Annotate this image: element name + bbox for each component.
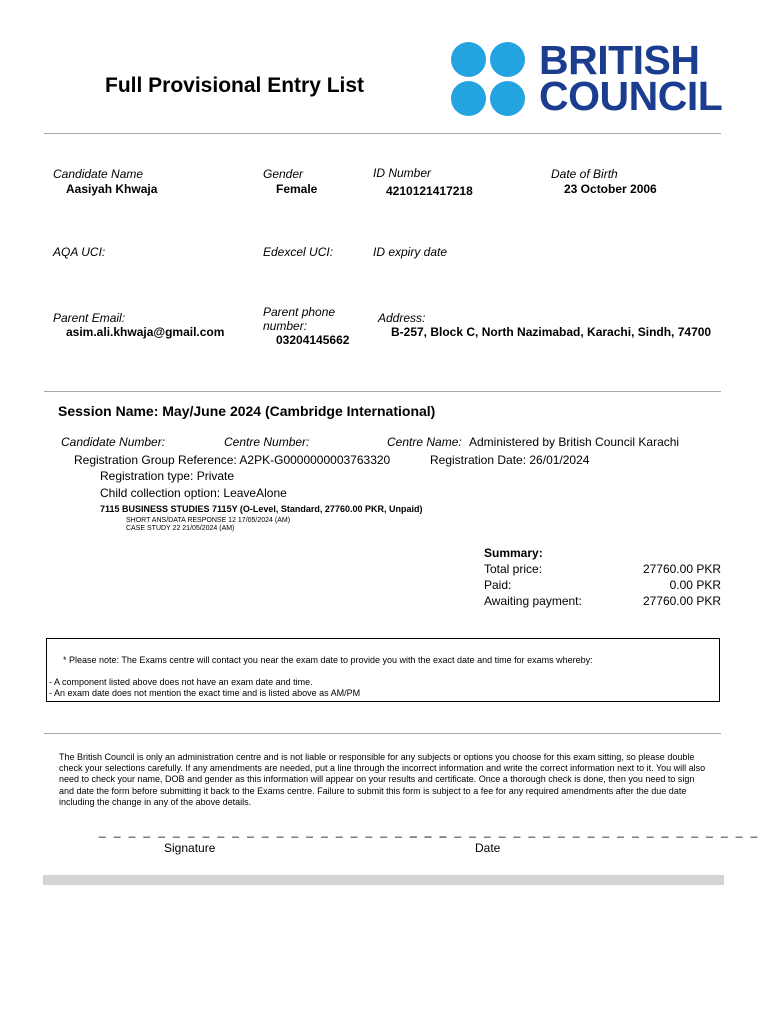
parent-email-value: asim.ali.khwaja@gmail.com xyxy=(66,325,225,339)
section-divider xyxy=(44,391,721,392)
centre-name-label: Centre Name: xyxy=(387,435,462,449)
edexcel-uci-label: Edexcel UCI: xyxy=(263,245,334,259)
registration-date: Registration Date: 26/01/2024 xyxy=(430,453,590,467)
parent-phone-value: 03204145662 xyxy=(276,333,350,347)
address-value: B-257, Block C, North Nazimabad, Karachi, Sindh, 74700 xyxy=(391,325,712,339)
disclaimer-text: The British Council is only an administration centre and is not liable or responsible for any subjects or options you choose for this exam sitting, so please double check your selections carefully. If any amendments are needed, put a line through the incorrect information and write the correct information next to it. You will also need to check your name, DOB and gender as this information will appear on your results and certificate. Once a thorough check is done, then you need to sign and date the form before submitting it back to the Exams centre. Failure to submit this form is subject to a fee for any required amendments after the due date including the change in any of the above details. xyxy=(59,752,706,807)
candidate-name: Aasiyah Khwaja xyxy=(66,182,158,196)
centre-number-label: Centre Number: xyxy=(224,435,310,449)
date-label: Date xyxy=(475,841,501,855)
logo-dots-icon xyxy=(451,42,529,116)
component-entry: CASE STUDY 22 21/05/2024 (AM) xyxy=(126,525,235,532)
total-price-label: Total price: xyxy=(484,562,543,576)
id-number-value: 4210121417218 xyxy=(386,184,473,198)
candidate-name-label: Candidate Name xyxy=(53,167,144,181)
total-price-value: 27760.00 PKR xyxy=(642,562,721,576)
exam-date-note-box xyxy=(46,638,720,702)
parent-phone-label-line2: number: xyxy=(263,319,308,333)
page-title: Full Provisional Entry List xyxy=(105,74,365,97)
header-divider xyxy=(44,133,721,134)
dob-label: Date of Birth xyxy=(551,167,618,181)
registration-type: Registration type: Private xyxy=(100,469,235,483)
british-council-logo xyxy=(451,37,723,119)
summary-title: Summary: xyxy=(484,546,543,560)
awaiting-payment-label: Awaiting payment: xyxy=(484,594,582,608)
aqa-uci-label: AQA UCI: xyxy=(53,245,106,259)
note-line: * Please note: The Exams centre will contact you near the exam date to provide you with the exact date and time for exams whereby: xyxy=(63,655,593,665)
note-line: - An exam date does not mention the exact time and is listed above as AM/PM xyxy=(49,688,361,698)
gender-value: Female xyxy=(276,182,318,196)
paid-value: 0.00 PKR xyxy=(669,578,721,592)
candidate-number-label: Candidate Number: xyxy=(61,435,166,449)
note-line: - A component listed above does not have an exam date and time. xyxy=(49,677,313,687)
awaiting-payment-value: 27760.00 PKR xyxy=(642,594,721,608)
centre-name-value: Administered by British Council Karachi xyxy=(469,435,680,449)
session-title: Session Name: May/June 2024 (Cambridge International) xyxy=(58,403,436,419)
registration-group-reference: Registration Group Reference: A2PK-G0000000003763320 xyxy=(74,453,391,467)
logo-text: BRITISH COUNCIL xyxy=(539,37,723,119)
paid-label: Paid: xyxy=(484,578,512,592)
subject-entry: 7115 BUSINESS STUDIES 7115Y (O-Level, Standard, 27760.00 PKR, Unpaid) xyxy=(100,504,423,514)
parent-email-label: Parent Email: xyxy=(53,311,126,325)
id-number-label: ID Number xyxy=(373,166,432,180)
footer-bar xyxy=(43,875,724,885)
component-entry: SHORT ANS/DATA RESPONSE 12 17/05/2024 (AM) xyxy=(126,517,291,524)
address-label: Address: xyxy=(378,311,426,325)
id-expiry-label: ID expiry date xyxy=(373,245,448,259)
date-line: _ _ _ _ _ _ _ _ _ _ _ _ _ _ _ _ _ _ _ _ _ _ _ _ xyxy=(410,824,760,838)
parent-phone-label-line1: Parent phone xyxy=(263,305,336,319)
dob-value: 23 October 2006 xyxy=(564,182,657,196)
child-collection-option: Child collection option: LeaveAlone xyxy=(100,486,287,500)
gender-label: Gender xyxy=(263,167,304,181)
signature-line: _ _ _ _ _ _ _ _ _ _ _ _ _ _ _ _ _ _ _ _ _ _ _ _ xyxy=(99,824,449,838)
signature-label: Signature xyxy=(164,841,216,855)
disclaimer-divider xyxy=(44,733,721,734)
